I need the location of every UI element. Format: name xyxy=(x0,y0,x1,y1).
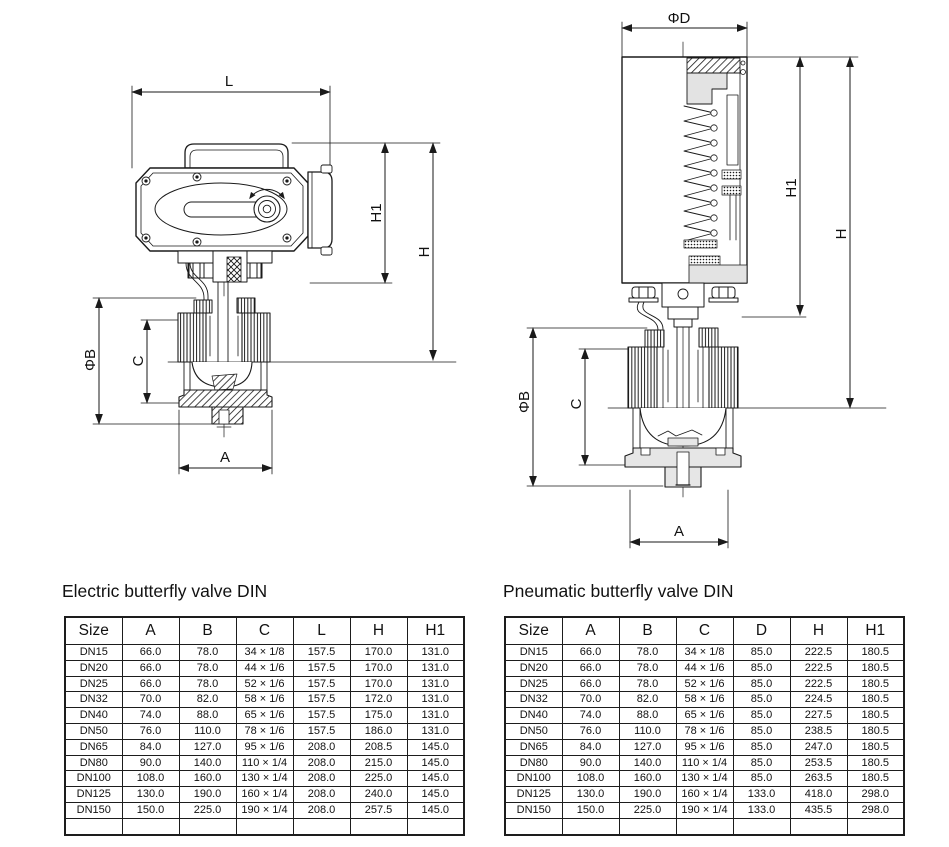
table-row xyxy=(505,723,904,739)
column-header: Size xyxy=(65,617,122,645)
table-cell: 225.0 xyxy=(350,771,407,787)
table-cell: 208.5 xyxy=(350,739,407,755)
table-cell: 160.0 xyxy=(179,771,236,787)
table-cell: DN125 xyxy=(505,787,562,803)
table-cell: 78 × 1/6 xyxy=(236,723,293,739)
table-cell: DN20 xyxy=(65,660,122,676)
table-cell: 145.0 xyxy=(407,755,464,771)
table-row xyxy=(505,818,904,834)
table-cell xyxy=(65,818,122,834)
table-cell: DN25 xyxy=(65,676,122,692)
table-cell: 52 × 1/6 xyxy=(676,676,733,692)
table-cell: 150.0 xyxy=(122,802,179,818)
table-cell: 44 × 1/6 xyxy=(236,660,293,676)
column-header: H1 xyxy=(407,617,464,645)
column-header: H1 xyxy=(847,617,904,645)
column-header: B xyxy=(619,617,676,645)
table-cell: DN32 xyxy=(505,692,562,708)
table-row xyxy=(65,755,464,771)
dim-label-A: A xyxy=(219,449,231,466)
table-cell: 66.0 xyxy=(122,660,179,676)
table-cell: 78.0 xyxy=(179,660,236,676)
table-cell: 34 × 1/8 xyxy=(236,645,293,661)
table-cell: 78.0 xyxy=(619,645,676,661)
table-cell: 435.5 xyxy=(790,802,847,818)
table-cell: 84.0 xyxy=(562,739,619,755)
column-header: A xyxy=(122,617,179,645)
threaded-end xyxy=(242,313,270,362)
table-cell: DN40 xyxy=(505,708,562,724)
table-cell: 78.0 xyxy=(179,645,236,661)
bottom-flange xyxy=(179,390,272,407)
table-cell: 95 × 1/6 xyxy=(236,739,293,755)
table-cell: 180.5 xyxy=(847,660,904,676)
column-header: H xyxy=(790,617,847,645)
table-cell: 70.0 xyxy=(122,692,179,708)
table-row xyxy=(65,723,464,739)
table-cell: 78 × 1/6 xyxy=(676,723,733,739)
table-cell: 215.0 xyxy=(350,755,407,771)
column-header: Size xyxy=(505,617,562,645)
column-header: L xyxy=(293,617,350,645)
actuator-bracket xyxy=(629,283,738,327)
table-row xyxy=(65,660,464,676)
column-header: H xyxy=(350,617,407,645)
table-cell: 133.0 xyxy=(733,787,790,803)
table-cell: 76.0 xyxy=(122,723,179,739)
table-cell: 298.0 xyxy=(847,787,904,803)
table-cell: 253.5 xyxy=(790,755,847,771)
table-cell: 157.5 xyxy=(293,723,350,739)
table-cell: 82.0 xyxy=(619,692,676,708)
electric-valve-drawing xyxy=(82,73,456,474)
table-cell: 263.5 xyxy=(790,771,847,787)
table-cell: 78.0 xyxy=(179,676,236,692)
table-cell xyxy=(676,818,733,834)
table-cell: 133.0 xyxy=(733,802,790,818)
dim-label-phiB: ΦB xyxy=(82,349,99,371)
table-cell: DN150 xyxy=(505,802,562,818)
table-cell: 224.5 xyxy=(790,692,847,708)
dim-label-phiD: ΦD xyxy=(667,10,691,27)
table-cell: 257.5 xyxy=(350,802,407,818)
table-cell: 240.0 xyxy=(350,787,407,803)
table-cell: DN150 xyxy=(65,802,122,818)
table-cell xyxy=(847,818,904,834)
table-cell: DN15 xyxy=(65,645,122,661)
table-row xyxy=(65,739,464,755)
table-cell: 90.0 xyxy=(562,755,619,771)
table-cell: 131.0 xyxy=(407,676,464,692)
table-cell: 225.0 xyxy=(619,802,676,818)
dim-label-phiB: ΦB xyxy=(516,391,533,413)
dim-label-H: H xyxy=(833,228,850,240)
table-cell: 170.0 xyxy=(350,676,407,692)
table-cell: 157.5 xyxy=(293,645,350,661)
center-line xyxy=(168,252,456,437)
table-cell: 208.0 xyxy=(293,755,350,771)
table-cell: 66.0 xyxy=(562,676,619,692)
table-cell: 222.5 xyxy=(790,676,847,692)
table-cell: 110 × 1/4 xyxy=(676,755,733,771)
table-cell xyxy=(350,818,407,834)
table-cell xyxy=(122,818,179,834)
table-cell: DN50 xyxy=(65,723,122,739)
table-cell: 190.0 xyxy=(179,787,236,803)
table-cell: 170.0 xyxy=(350,645,407,661)
table-cell: 58 × 1/6 xyxy=(676,692,733,708)
table-cell: 160 × 1/4 xyxy=(676,787,733,803)
electric-table-title: Electric butterfly valve DIN xyxy=(62,581,268,601)
table-cell: 208.0 xyxy=(293,771,350,787)
table-row xyxy=(505,660,904,676)
table-cell: 65 × 1/6 xyxy=(236,708,293,724)
table-cell: 222.5 xyxy=(790,645,847,661)
air-tube xyxy=(637,302,663,330)
table-row xyxy=(65,771,464,787)
position-indicator-knob xyxy=(254,196,280,222)
table-cell: 131.0 xyxy=(407,692,464,708)
table-cell: 298.0 xyxy=(847,802,904,818)
table-cell: DN50 xyxy=(505,723,562,739)
table-cell: 66.0 xyxy=(122,676,179,692)
table-cell: DN15 xyxy=(505,645,562,661)
pneumatic-dimensions-table xyxy=(504,616,905,836)
table-cell: DN80 xyxy=(505,755,562,771)
table-cell: 66.0 xyxy=(562,645,619,661)
table-row xyxy=(65,708,464,724)
table-cell: 175.0 xyxy=(350,708,407,724)
table-cell: 157.5 xyxy=(293,708,350,724)
table-cell: 127.0 xyxy=(179,739,236,755)
dim-label-H1: H1 xyxy=(783,178,800,198)
table-cell: 418.0 xyxy=(790,787,847,803)
table-cell: 85.0 xyxy=(733,708,790,724)
column-header: B xyxy=(179,617,236,645)
table-cell: 190.0 xyxy=(619,787,676,803)
table-cell: 90.0 xyxy=(122,755,179,771)
table-cell: 190 × 1/4 xyxy=(236,802,293,818)
dim-label-C: C xyxy=(130,355,147,367)
table-cell: 180.5 xyxy=(847,708,904,724)
table-cell: 150.0 xyxy=(562,802,619,818)
table-cell xyxy=(790,818,847,834)
threaded-end xyxy=(709,347,738,408)
table-cell: 131.0 xyxy=(407,723,464,739)
spring-wire-sections xyxy=(711,110,717,236)
column-header: C xyxy=(676,617,733,645)
table-cell: DN65 xyxy=(505,739,562,755)
table-cell xyxy=(619,818,676,834)
packing-nut xyxy=(194,300,212,313)
table-cell xyxy=(179,818,236,834)
threaded-end xyxy=(628,347,657,408)
table-cell: 85.0 xyxy=(733,755,790,771)
table-cell: 108.0 xyxy=(562,771,619,787)
table-cell: 108.0 xyxy=(122,771,179,787)
table-cell: 180.5 xyxy=(847,723,904,739)
table-row xyxy=(505,771,904,787)
table-cell: 208.0 xyxy=(293,787,350,803)
table-cell: 130.0 xyxy=(562,787,619,803)
table-row xyxy=(505,787,904,803)
packing-nut xyxy=(699,328,718,347)
table-cell: 140.0 xyxy=(619,755,676,771)
table-cell: 145.0 xyxy=(407,802,464,818)
table-cell xyxy=(293,818,350,834)
cylinder-cap-section xyxy=(687,58,740,73)
table-cell: 70.0 xyxy=(562,692,619,708)
table-cell: 95 × 1/6 xyxy=(676,739,733,755)
table-cell: 76.0 xyxy=(562,723,619,739)
table-cell: 247.0 xyxy=(790,739,847,755)
table-row xyxy=(505,676,904,692)
dim-label-C: C xyxy=(568,398,585,410)
threaded-end xyxy=(178,313,206,362)
electric-dimensions-table xyxy=(64,616,465,836)
table-row xyxy=(505,739,904,755)
table-cell: 85.0 xyxy=(733,771,790,787)
table-cell: 78.0 xyxy=(619,660,676,676)
stem-coupling-hatched xyxy=(227,257,241,282)
table-cell: 145.0 xyxy=(407,739,464,755)
table-cell: 65 × 1/6 xyxy=(676,708,733,724)
table-cell: 180.5 xyxy=(847,676,904,692)
dim-label-L: L xyxy=(224,73,234,90)
valve-stem xyxy=(218,282,228,368)
table-cell: 88.0 xyxy=(619,708,676,724)
table-cell xyxy=(733,818,790,834)
dim-label-H1: H1 xyxy=(368,203,385,223)
table-cell: 186.0 xyxy=(350,723,407,739)
column-header: D xyxy=(733,617,790,645)
table-cell: 52 × 1/6 xyxy=(236,676,293,692)
table-cell: 82.0 xyxy=(179,692,236,708)
table-row xyxy=(505,755,904,771)
pneumatic-table-title: Pneumatic butterfly valve DIN xyxy=(503,581,734,601)
column-header: A xyxy=(562,617,619,645)
table-row xyxy=(505,692,904,708)
table-cell xyxy=(407,818,464,834)
table-cell: 66.0 xyxy=(122,645,179,661)
table-cell: 85.0 xyxy=(733,676,790,692)
table-cell: 145.0 xyxy=(407,787,464,803)
table-cell: 131.0 xyxy=(407,645,464,661)
table-cell: 44 × 1/6 xyxy=(676,660,733,676)
table-row xyxy=(65,645,464,661)
table-cell: 160 × 1/4 xyxy=(236,787,293,803)
table-cell: 225.0 xyxy=(179,802,236,818)
table-cell: DN80 xyxy=(65,755,122,771)
table-cell: 180.5 xyxy=(847,645,904,661)
table-cell: 208.0 xyxy=(293,802,350,818)
table-row xyxy=(65,676,464,692)
table-cell: 140.0 xyxy=(179,755,236,771)
table-cell: 222.5 xyxy=(790,660,847,676)
table-row xyxy=(65,692,464,708)
dim-label-A: A xyxy=(673,523,685,540)
table-cell: 74.0 xyxy=(122,708,179,724)
table-cell: 74.0 xyxy=(562,708,619,724)
table-cell: 180.5 xyxy=(847,771,904,787)
table-cell: DN65 xyxy=(65,739,122,755)
pneumatic-valve-drawing xyxy=(516,10,886,548)
table-cell: DN20 xyxy=(505,660,562,676)
table-cell: 227.5 xyxy=(790,708,847,724)
table-cell: 78.0 xyxy=(619,676,676,692)
actuator-cover xyxy=(185,144,288,168)
table-cell: 58 × 1/6 xyxy=(236,692,293,708)
table-cell: 180.5 xyxy=(847,755,904,771)
table-cell: 170.0 xyxy=(350,660,407,676)
packing-nut xyxy=(645,330,664,347)
table-cell: 131.0 xyxy=(407,660,464,676)
table-row xyxy=(505,708,904,724)
table-cell: 34 × 1/8 xyxy=(676,645,733,661)
table-cell: 180.5 xyxy=(847,739,904,755)
packing-nut xyxy=(237,298,255,313)
table-cell: 157.5 xyxy=(293,692,350,708)
valve-body xyxy=(178,298,272,427)
table-cell: DN32 xyxy=(65,692,122,708)
table-cell: 85.0 xyxy=(733,692,790,708)
dim-label-H: H xyxy=(416,246,433,258)
table-cell: 85.0 xyxy=(733,739,790,755)
table-cell: 110.0 xyxy=(179,723,236,739)
piston-rod-guide xyxy=(727,95,738,165)
table-cell: DN40 xyxy=(65,708,122,724)
table-cell xyxy=(505,818,562,834)
table-cell: 180.5 xyxy=(847,692,904,708)
table-cell: 85.0 xyxy=(733,723,790,739)
header-row xyxy=(65,617,464,645)
table-cell: 84.0 xyxy=(122,739,179,755)
table-row xyxy=(65,802,464,818)
table-row xyxy=(65,818,464,834)
table-cell: 66.0 xyxy=(562,660,619,676)
table-cell: 110.0 xyxy=(619,723,676,739)
table-cell: 88.0 xyxy=(179,708,236,724)
table-cell: 238.5 xyxy=(790,723,847,739)
table-cell: 85.0 xyxy=(733,660,790,676)
table-cell: 131.0 xyxy=(407,708,464,724)
cylinder-base-section xyxy=(689,265,747,283)
table-cell: 157.5 xyxy=(293,676,350,692)
table-cell: 190 × 1/4 xyxy=(676,802,733,818)
table-cell: 172.0 xyxy=(350,692,407,708)
table-cell: 110 × 1/4 xyxy=(236,755,293,771)
table-cell: DN25 xyxy=(505,676,562,692)
table-cell: 85.0 xyxy=(733,645,790,661)
header-row xyxy=(505,617,904,645)
table-cell: 130 × 1/4 xyxy=(676,771,733,787)
table-cell: 130 × 1/4 xyxy=(236,771,293,787)
table-cell: 127.0 xyxy=(619,739,676,755)
table-cell: DN125 xyxy=(65,787,122,803)
table-cell: 208.0 xyxy=(293,739,350,755)
table-row xyxy=(65,787,464,803)
table-cell: DN100 xyxy=(505,771,562,787)
table-cell: 157.5 xyxy=(293,660,350,676)
table-cell xyxy=(236,818,293,834)
table-cell: 145.0 xyxy=(407,771,464,787)
table-cell: DN100 xyxy=(65,771,122,787)
table-cell xyxy=(562,818,619,834)
table-cell: 130.0 xyxy=(122,787,179,803)
table-row xyxy=(505,802,904,818)
table-row xyxy=(505,645,904,661)
column-header: C xyxy=(236,617,293,645)
table-cell: 160.0 xyxy=(619,771,676,787)
